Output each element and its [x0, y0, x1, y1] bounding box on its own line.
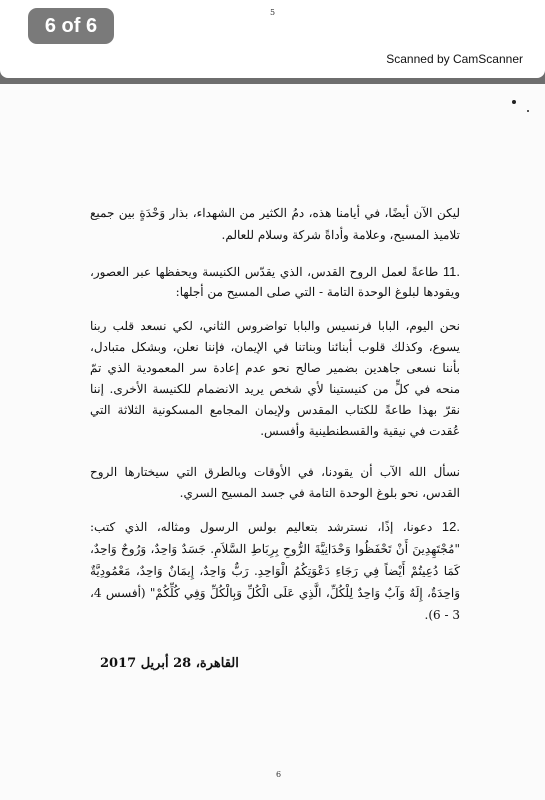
- document-page: [0, 84, 545, 800]
- previous-page-strip: [0, 0, 545, 78]
- section-11-text: طاعةً لعمل الروح القدس، الذي يقدّس الكنيسة ويحفظها عبر العصور، ويقودها لبلوغ الوحدة التامة - التي صلى المسيح من أجلها:: [90, 265, 460, 299]
- page-count-badge: 6 of 6: [28, 8, 114, 44]
- previous-page-number: 5: [270, 8, 276, 17]
- scan-speck: [527, 110, 529, 112]
- section-12: [90, 516, 460, 626]
- section-12-number: 12.: [441, 519, 460, 534]
- paragraph-prayer: نسأل الله الآب أن يقودنا، في الأوقات وبالطرق التي سيختارها الروح القدس، نحو بلوغ الوحدة التامة في جسد المسيح السري.: [90, 465, 460, 500]
- page-number: 6: [276, 770, 282, 779]
- scan-speck: [512, 100, 516, 104]
- section-12-text: دعونا، إذًا، نسترشد بتعاليم بولس الرسول ومثاله، الذي كتب: "مُجْتَهِدِينَ أَنْ تَحْفَظُوا وَحْدَانِيَّةَ الرُّوحِ بِرِبَاطِ السَّلاَمِ. جَسَدٌ وَاحِدٌ، وَرُوحٌ وَاحِدٌ، كَمَا دُعِيتُمْ أَيْضاً فِي رَجَاءِ دَعْوَتِكُمُ الْوَاحِدِ. رَبٌّ وَاحِدٌ، إِيمَانٌ وَاحِدٌ، مَعْمُودِيَّةٌ وَاحِدَةٌ، إِلَهٌ وَآبٌ وَاحِدٌ لِلْكُلِّ، الَّذِي عَلَى الْكُلِّ وَبِالْكُلِّ وَفِي كُلِّكُمْ" (أفسس 4، 3 - 6).: [90, 520, 460, 622]
- signature-date-line: القاهرة، 28 أبريل 2017: [100, 656, 239, 671]
- scanner-watermark: Scanned by CamScanner: [386, 52, 523, 66]
- section-11-number: 11.: [442, 264, 461, 279]
- section-11: [90, 262, 460, 302]
- paragraph-today: نحن اليوم، البابا فرنسيس والبابا تواضروس الثاني، لكي نسعد قلب ربنا يسوع، وكذلك قلوب أبنائنا وبناتنا في الإيمان، فإننا نعلن، وبشكل متبادل، بأننا نسعى جاهدين بضمير صالح نحو عدم إعادة سر المعمودية الذي تمّ منحه في كلٍّ من كنيستينا لأي شخص يريد الانضمام للكنيسة الأخرى. إننا نقرّ بهذا طاعةً للكتاب المقدس ولإيمان المجامع المسكونية الثلاثة التي عُقدت في نيقية والقسطنطينية وأفسس.: [90, 319, 460, 438]
- paragraph-intro: ليكن الآن أيضًا، في أيامنا هذه، دمُ الكثير من الشهداء، بذار وَحْدَةٍ بين جميع تلاميذ المسيح، وعلامة وأداةً شركة وسلام للعالم.: [90, 206, 460, 242]
